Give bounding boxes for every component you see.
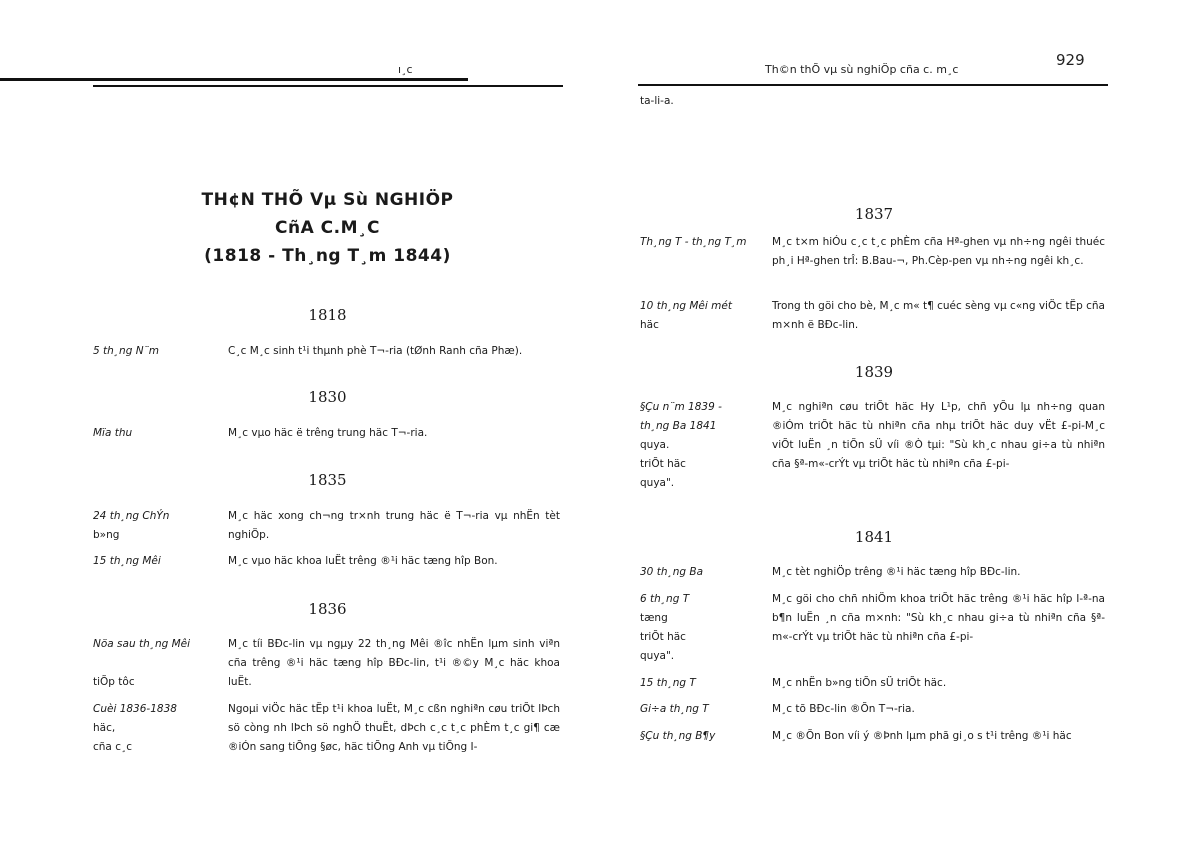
entry-date: §Çu th¸ng B¶y <box>640 730 716 742</box>
header-rule <box>638 84 1108 86</box>
entry-text: M¸c häc xong ch¬ng tr×nh trung häc ë T¬-ria vµ nhËn tèt nghiÖp. <box>228 510 560 541</box>
entry-date: Cuèi 1836-1838 <box>93 703 177 715</box>
entry-date-continuation: tiÕp tôc <box>93 676 135 688</box>
entry-date-continuation: häc, <box>93 722 116 734</box>
running-header: ı¸c <box>398 63 413 76</box>
entry-date-continuation: quya". <box>640 650 675 662</box>
entry-date: 5 th¸ng N¨m <box>93 345 160 357</box>
year-heading: 1837 <box>854 205 894 223</box>
entry-date: Gi÷a th¸ng T <box>640 703 709 715</box>
entry-text: M¸c ®Õn Bon víi ý ®Þnh lµm phã gi¸o s t¹i trêng ®¹i häc <box>772 730 1072 742</box>
year-heading: 1841 <box>854 528 894 546</box>
entry-date: §Çu n¨m 1839 - th¸ng Ba 1841 <box>640 401 722 432</box>
header-rule-thin <box>93 85 563 87</box>
entry-date: 10 th¸ng Mêi mét <box>640 300 732 312</box>
entry-date: 15 th¸ng Mêi <box>93 555 161 567</box>
chapter-title-line-3: (1818 - Th¸ng T¸m 1844) <box>204 246 451 266</box>
entry-text: M¸c göi cho chñ nhiÖm khoa triÕt häc trêng ®¹i häc hîp I-ª-na b¶n luËn ¸n cña m×nh: "Sù kh¸c nhau gi÷a tù nhiªn cña §ª-m«-crÝt vµ triÕt häc tù nhiªn cña £-pi- <box>772 593 1105 643</box>
entry-text: M¸c t×m hiÓu c¸c t¸c phÈm cña Hª-ghen vµ nh÷ng ngêi thuéc ph¸i Hª-ghen trÎ: B.Bau-¬, Ph.Cèp-pen vµ nh÷ng ngêi kh¸c. <box>772 236 1105 267</box>
right-page <box>600 0 1200 848</box>
entry-date-continuation: tæng <box>640 612 668 624</box>
entry-text: Ngoµi viÖc häc tËp t¹i khoa luËt, M¸c cßn nghiªn cøu triÕt lÞch sö còng nh lÞch sö nghÖ thuËt, dÞch c¸c t¸c phÈm t¸c gi¶ cæ ®iÓn sang tiÕng §øc, häc tiÕng Anh vµ tiÕng I- <box>228 703 560 753</box>
entry-text: M¸c vµo häc ë trêng trung häc T¬-ria. <box>228 427 428 439</box>
continued-text: ta-li-a. <box>640 95 674 107</box>
entry-date: Th¸ng T - th¸ng T¸m <box>640 236 747 248</box>
entry-date-continuation: häc <box>640 319 659 331</box>
entry-text: M¸c tíi BÐc-lin vµ ngµy 22 th¸ng Mêi ®îc nhËn lµm sinh viªn cña trêng ®¹i häc tæng hîp BÐc-lin, t¹i ®©y M¸c häc khoa luËt. <box>228 638 560 688</box>
chapter-title-line-2: CñA C.M¸C <box>275 218 380 238</box>
entry-date-continuation: cña c¸c <box>93 741 132 753</box>
running-header: Th©n thÕ vµ sù nghiÖp cña c. m¸c <box>765 63 959 76</box>
year-heading: 1830 <box>308 388 347 406</box>
entry-date: 6 th¸ng T <box>640 593 690 605</box>
entry-text: M¸c tõ BÐc-lin ®Õn T¬-ria. <box>772 703 915 715</box>
entry-date-continuation: b»ng <box>93 529 120 541</box>
entry-text: M¸c vµo häc khoa luËt trêng ®¹i häc tæng hîp Bon. <box>228 555 498 567</box>
entry-text: C¸c M¸c sinh t¹i thµnh phè T¬-ria (tØnh Ranh cña Phæ). <box>228 345 523 357</box>
year-heading: 1835 <box>308 471 347 489</box>
entry-date: 15 th¸ng T <box>640 677 696 689</box>
entry-date: 24 th¸ng ChÝn <box>93 510 170 522</box>
entry-text: M¸c tèt nghiÖp trêng ®¹i häc tæng hîp BÐc-lin. <box>772 566 1021 578</box>
header-rule-thick <box>0 78 468 81</box>
page-number: 929 <box>1056 51 1085 69</box>
year-heading: 1839 <box>854 363 894 381</box>
entry-date: Mïa thu <box>93 427 133 439</box>
entry-date: Nöa sau th¸ng Mêi <box>93 638 191 650</box>
entry-date-continuation: triÕt häc <box>640 458 686 470</box>
year-heading: 1818 <box>308 306 347 324</box>
entry-date-continuation: quya. <box>640 439 670 451</box>
year-heading: 1836 <box>308 600 347 618</box>
entry-text: M¸c nghiªn cøu triÕt häc Hy L¹p, chñ yÕu lµ nh÷ng quan ®iÓm triÕt häc tù nhiªn cña nhµ triÕt häc duy vËt £-pi-M¸c viÕt luËn ¸n tiÕn sÜ víi ®Ò tµi: "Sù kh¸c nhau gi÷a tù nhiªn cña §ª-m«-crÝt vµ triÕt häc tù nhiªn cña £-pi- <box>772 401 1105 470</box>
entry-date: 30 th¸ng Ba <box>640 566 704 578</box>
entry-date-continuation: triÕt häc <box>640 631 686 643</box>
entry-text: M¸c nhËn b»ng tiÕn sÜ triÕt häc. <box>772 677 947 689</box>
entry-text: Trong th göi cho bè, M¸c m« t¶ cuéc sèng vµ c«ng viÖc tËp cña m×nh ë BÐc-lin. <box>772 300 1105 331</box>
entry-date-continuation: quya". <box>640 477 675 489</box>
chapter-title-line-1: TH¢N THÕ Vµ Sù NGHIÖP <box>201 190 454 210</box>
